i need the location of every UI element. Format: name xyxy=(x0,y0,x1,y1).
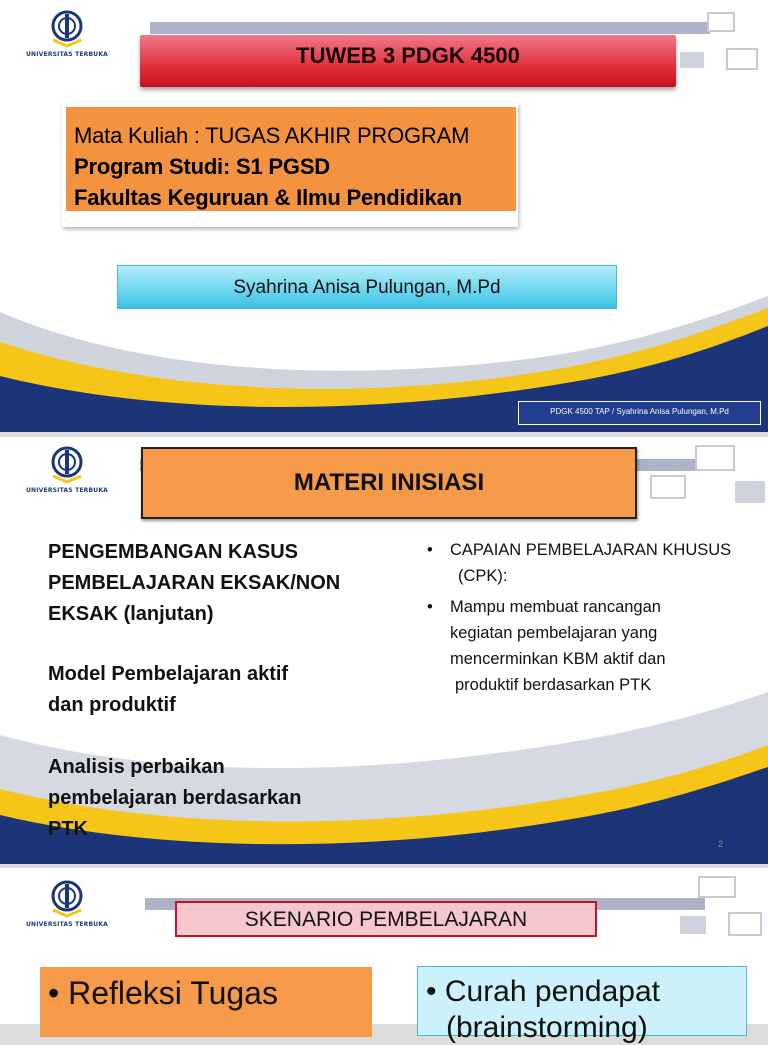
bullet-icon: • xyxy=(427,541,433,559)
topic-line: EKSAK (lanjutan) xyxy=(48,603,214,625)
header-stripe xyxy=(150,22,710,34)
reflection-text: • Refleksi Tugas xyxy=(48,975,278,1011)
author-name: Syahrina Anisa Pulungan, M.Pd xyxy=(233,277,501,298)
topic-block xyxy=(48,537,340,630)
course-info-line: Fakultas Keguruan & Ilmu Pendidikan xyxy=(74,185,462,210)
slide-1[interactable] xyxy=(0,0,768,432)
slide-3[interactable] xyxy=(0,868,768,1044)
deco-square xyxy=(735,481,765,503)
cpk-line: kegiatan pembelajaran yang xyxy=(450,624,658,642)
deco-square xyxy=(680,52,704,68)
brainstorm-text-cont: (brainstorming) xyxy=(446,1011,648,1044)
footer-text: PDGK 4500 TAP / Syahrina Anisa Pulungan, M.Pd xyxy=(550,407,729,416)
page-number: 2 xyxy=(718,839,724,849)
slide-title-text: SKENARIO PEMBELAJARAN xyxy=(244,908,528,931)
topic-block xyxy=(48,752,301,845)
ut-emblem-icon xyxy=(45,446,89,486)
course-info-line: Program Studi: S1 PGSD xyxy=(74,154,330,179)
course-info-box xyxy=(62,103,518,227)
cpk-line: mencerminkan KBM aktif dan xyxy=(450,650,666,668)
slide-title xyxy=(141,447,637,519)
bullet-icon: • xyxy=(427,598,433,616)
author-box xyxy=(117,265,617,309)
deco-square xyxy=(695,445,735,471)
topic-block xyxy=(48,659,288,721)
ut-emblem-icon xyxy=(45,10,89,50)
brainstorm-box xyxy=(417,966,747,1044)
slide-title xyxy=(140,35,676,87)
ut-emblem-icon xyxy=(45,880,89,920)
topic-line: Model Pembelajaran aktif xyxy=(48,663,289,685)
logo-text: UNIVERSITAS TERBUKA xyxy=(25,51,109,58)
cpk-line: CAPAIAN PEMBELAJARAN KHUSUS xyxy=(450,541,732,559)
deco-square xyxy=(680,916,706,934)
deco-square xyxy=(726,48,758,70)
slide-2[interactable] xyxy=(0,437,768,864)
ut-logo xyxy=(22,10,112,58)
logo-text: UNIVERSITAS TERBUKA xyxy=(25,921,109,928)
course-info-line: Mata Kuliah : TUGAS AKHIR PROGRAM xyxy=(74,123,470,148)
topic-line: pembelajaran berdasarkan xyxy=(48,787,302,809)
cpk-line: produktif berdasarkan PTK xyxy=(455,676,652,694)
slide-title xyxy=(175,901,597,937)
deco-square xyxy=(728,912,762,936)
topic-line: Analisis perbaikan xyxy=(48,756,225,778)
brainstorm-text: • Curah pendapat xyxy=(426,975,661,1008)
topic-line: dan produktif xyxy=(48,694,176,716)
ut-logo xyxy=(22,880,112,928)
cpk-line: (CPK): xyxy=(458,567,508,585)
deco-square xyxy=(650,475,686,499)
slide-title-text: TUWEB 3 PDGK 4500 xyxy=(296,43,520,68)
reflection-box xyxy=(40,967,372,1037)
topic-line: PEMBELAJARAN EKSAK/NON xyxy=(48,572,341,594)
ut-logo xyxy=(22,446,112,494)
slide-title-text: MATERI INISIASI xyxy=(293,469,485,496)
topic-line: PENGEMBANGAN KASUS xyxy=(48,541,299,563)
logo-text: UNIVERSITAS TERBUKA xyxy=(25,487,109,494)
topic-line: PTK xyxy=(48,818,88,840)
footer-label xyxy=(518,401,761,425)
cpk-line: Mampu membuat rancangan xyxy=(450,598,661,616)
deco-square xyxy=(698,876,736,898)
deco-square xyxy=(707,12,735,32)
